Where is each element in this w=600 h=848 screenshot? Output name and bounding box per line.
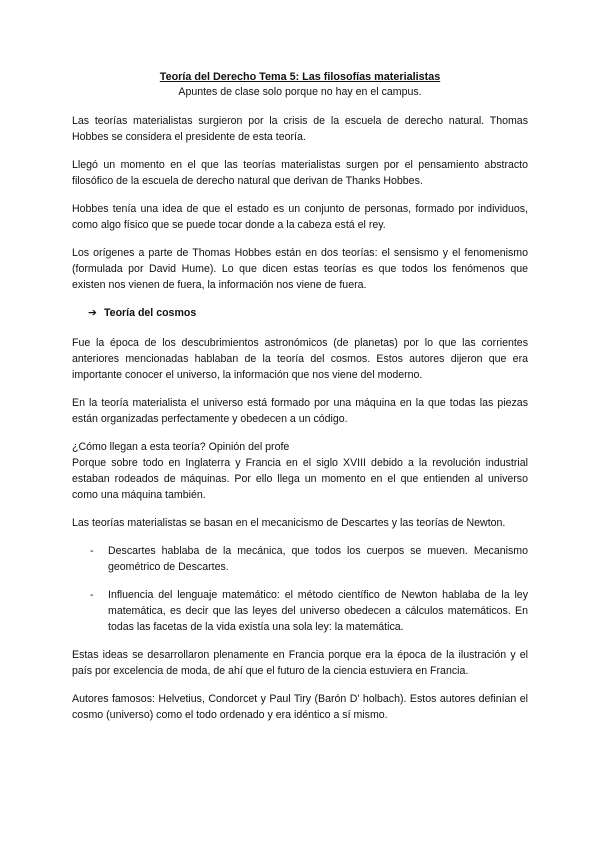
paragraph-origins-theories: Los orígenes a parte de Thomas Hobbes están en dos teorías: el sensismo y el fenomenismo (formulada por David Hume). Lo que dicen estas teorías es que todos los fenómenos que existen nos vienen de fuera, la información nos viene de fuera. (72, 247, 528, 291)
paragraph-abstract-thought: Llegó un momento en el que las teorías materialistas surgen por el pensamiento abstracto filosófico de la escuela de derecho natural que derivan de Thanks Hobbes. (72, 159, 528, 187)
document-subtitle: Apuntes de clase solo porque no hay en el campus. (178, 86, 422, 98)
document-title: Teoría del Derecho Tema 5: Las filosofías materialistas (159, 71, 441, 83)
list-item-text: Influencia del lenguaje matemático: el método científico de Newton hablaba de la ley matemática, es decir que las leyes del universo obedecen a cálculos matemáticos. En todas las facetas de la vida existía una sola ley: la matemática. (108, 589, 528, 633)
paragraph-machine-universe: En la teoría materialista el universo está formado por una máquina en la que todas las piezas están organizadas perfectamente y obedecen a un código. (72, 397, 528, 425)
list-item (72, 587, 528, 635)
dash-list (72, 543, 528, 635)
arrow-icon: ➔ (88, 307, 97, 319)
dash-bullet: - (90, 545, 94, 557)
list-item-text: Descartes hablaba de la mecánica, que todos los cuerpos se mueven. Mecanismo geométrico de Descartes. (108, 545, 528, 573)
paragraph-authors: Autores famosos: Helvetius, Condorcet y Paul Tiry (Barón D' holbach). Estos autores definían el cosmo (universo) como el todo ordenado y era idéntico a sí mismo. (72, 693, 528, 721)
paragraph-mechanism: Las teorías materialistas se basan en el mecanicismo de Descartes y las teorías de Newton. (72, 517, 506, 529)
paragraph-astronomy: Fue la época de los descubrimientos astronómicos (de planetas) por lo que las corrientes anteriores mencionadas hablaban de la teoría del cosmos. Estos autores dijeron que era importante conocer el universo, la información que nos viene del moderno. (72, 337, 528, 381)
section-heading-label: Teoría del cosmos (104, 307, 197, 319)
paragraph-france: Estas ideas se desarrollaron plenamente en Francia porque era la época de la ilustración y el país por excelencia de moda, de ahí que el futuro de la ciencia estuviera en Francia. (72, 649, 528, 677)
list-item (72, 543, 528, 575)
section-heading-cosmos (88, 305, 528, 321)
question-heading: ¿Cómo llegan a esta teoría? Opinión del profe (72, 441, 290, 453)
dash-bullet: - (90, 589, 94, 601)
paragraph-origin: Las teorías materialistas surgieron por la crisis de la escuela de derecho natural. Thomas Hobbes se considera el presidente de esta teoría. (72, 115, 528, 143)
document-page (72, 70, 528, 735)
question-answer: Porque sobre todo en Inglaterra y Francia en el siglo XVIII debido a la revolución industrial estaban rodeados de máquinas. Por ello llega un momento en el que entienden al universo como una máquina también. (72, 457, 528, 501)
paragraph-hobbes-state: Hobbes tenía una idea de que el estado es un conjunto de personas, formado por individuos, como algo físico que se puede tocar donde a la cabeza está el rey. (72, 203, 528, 231)
